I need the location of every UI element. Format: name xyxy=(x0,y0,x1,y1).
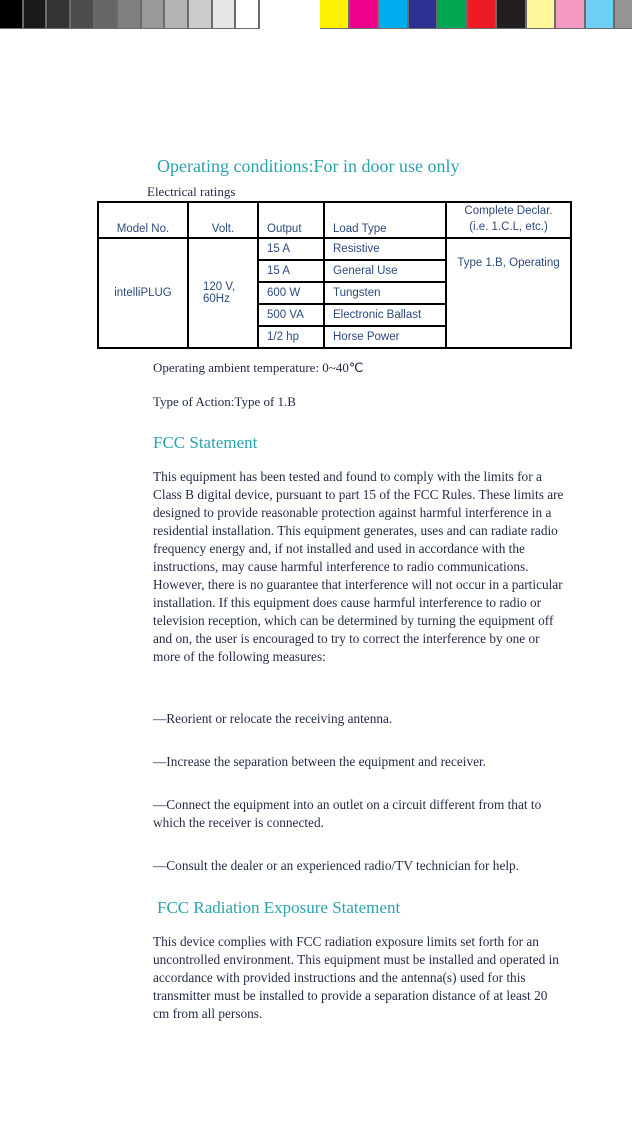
fcc-paragraph: This equipment has been tested and found to comply with the limits for a Class B digital device, pursuant to part 15 of the FCC Rules. These limits are designed to provide reasonable protection against harmful interference in a residential installation. This equipment generates, uses and can radiate radio frequency energy and, if not installed and used in accordance with the instructions, may cause harmful interference to radio communications. However, there is no guarantee that interference will not occur in a particular installation. If this equipment does cause harmful interference to radio or television reception, which can be determined by turning the equipment off and on, the user is encouraged to try to correct the interference by one or more of the following measures: xyxy=(153,469,564,664)
color-swatch xyxy=(527,0,557,29)
declar-cell: Type 1.B, Operating xyxy=(446,238,571,348)
measure-item: —Consult the dealer or an experienced radio/TV technician for help. xyxy=(153,858,520,873)
header-output: Output xyxy=(258,202,324,238)
table-caption: Electrical ratings xyxy=(147,184,236,199)
load-cell: General Use xyxy=(324,260,446,282)
output-cell: 500 VA xyxy=(258,304,324,326)
electrical-ratings-table xyxy=(97,201,572,349)
measure-item: —Reorient or relocate the receiving antenna. xyxy=(153,711,393,726)
load-cell: Tungsten xyxy=(324,282,446,304)
header-declar: Complete Declar. (i.e. 1.C.L, etc.) xyxy=(446,202,571,238)
color-swatch xyxy=(586,0,616,29)
gray-swatch xyxy=(165,0,189,29)
gray-swatch xyxy=(189,0,213,29)
page-title: Operating conditions:For in door use only xyxy=(157,156,460,176)
ambient-temperature: Operating ambient temperature: 0~40℃ xyxy=(153,360,364,375)
volt-cell: 120 V, 60Hz xyxy=(188,238,258,348)
header-model: Model No. xyxy=(98,202,188,238)
load-cell: Horse Power xyxy=(324,326,446,348)
color-swatch xyxy=(320,0,350,29)
gray-swatch xyxy=(236,0,260,29)
color-swatch xyxy=(379,0,409,29)
color-swatch xyxy=(556,0,586,29)
output-cell: 1/2 hp xyxy=(258,326,324,348)
table-header-row xyxy=(98,202,571,238)
color-swatch xyxy=(409,0,439,29)
radiation-heading: FCC Radiation Exposure Statement xyxy=(157,898,401,917)
output-cell: 15 A xyxy=(258,260,324,282)
gray-swatch xyxy=(142,0,166,29)
table-row xyxy=(98,238,571,260)
gray-swatch xyxy=(0,0,24,29)
model-cell: intelliPLUG xyxy=(98,238,188,348)
header-load-type: Load Type xyxy=(324,202,446,238)
color-swatch xyxy=(497,0,527,29)
output-cell: 600 W xyxy=(258,282,324,304)
measure-item: —Increase the separation between the equipment and receiver. xyxy=(153,754,487,769)
color-swatch xyxy=(468,0,498,29)
fcc-heading: FCC Statement xyxy=(153,433,258,452)
load-cell: Electronic Ballast xyxy=(324,304,446,326)
radiation-paragraph: This device complies with FCC radiation exposure limits set forth for an uncontrolled environment. This equipment must be installed and operated in accordance with provided instructions and the antenna(s) used for this transmitter must be installed to provide a separation distance of at least 20 cm from all persons. xyxy=(153,934,559,1021)
color-calibration-bar xyxy=(320,0,632,30)
measure-item: —Connect the equipment into an outlet on a circuit different from that to which the receiver is connected. xyxy=(153,797,542,830)
gray-swatch xyxy=(213,0,237,29)
color-swatch xyxy=(615,0,632,29)
gray-calibration-bar xyxy=(0,0,260,30)
gray-swatch xyxy=(118,0,142,29)
load-cell: Resistive xyxy=(324,238,446,260)
header-volt: Volt. xyxy=(188,202,258,238)
color-swatch xyxy=(438,0,468,29)
output-cell: 15 A xyxy=(258,238,324,260)
gray-swatch xyxy=(71,0,95,29)
type-of-action: Type of Action:Type of 1.B xyxy=(153,394,296,409)
gray-swatch xyxy=(24,0,48,29)
gray-swatch xyxy=(95,0,119,29)
gray-swatch xyxy=(47,0,71,29)
color-swatch xyxy=(350,0,380,29)
